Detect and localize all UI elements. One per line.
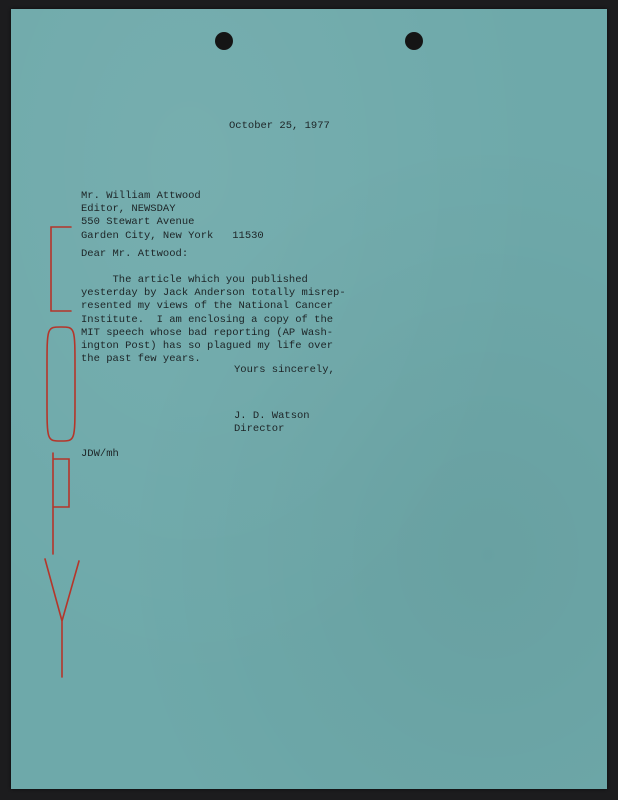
address-line: Editor, NEWSDAY bbox=[81, 203, 176, 216]
salutation: Dear Mr. Attwood: bbox=[81, 248, 189, 260]
copy-stamp-letter-o bbox=[47, 327, 75, 441]
body-line: resented my views of the National Cancer bbox=[81, 300, 334, 313]
body-line: yesterday by Jack Anderson totally misrep- bbox=[81, 287, 346, 300]
address-line: Mr. William Attwood bbox=[81, 190, 201, 202]
signatory-name: J. D. Watson bbox=[234, 410, 310, 422]
address-line: Garden City, New York 11530 bbox=[81, 229, 264, 242]
copy-stamp-letter-y bbox=[45, 559, 79, 677]
copy-stamp-letter-c bbox=[51, 227, 71, 311]
copy-stamp bbox=[41, 209, 81, 679]
body-line: ington Post) has so plagued my life over bbox=[81, 340, 334, 353]
address-line: 550 Stewart Avenue bbox=[81, 216, 195, 229]
body-line: MIT speech whose bad reporting (AP Wash- bbox=[81, 326, 334, 339]
signature-block bbox=[234, 410, 310, 436]
letter-sheet bbox=[11, 9, 607, 789]
punch-hole-right bbox=[405, 32, 423, 50]
body-line: the past few years. bbox=[81, 353, 201, 366]
complimentary-closing: Yours sincerely, bbox=[234, 364, 335, 376]
punch-hole-left bbox=[215, 32, 233, 50]
recipient-address bbox=[81, 190, 264, 243]
signatory-title: Director bbox=[234, 423, 285, 436]
copy-stamp-letter-p bbox=[53, 453, 69, 554]
body-line: The article which you published bbox=[81, 274, 308, 286]
letter-date: October 25, 1977 bbox=[229, 120, 330, 132]
body-line: Institute. I am enclosing a copy of the bbox=[81, 313, 334, 326]
letter-body bbox=[81, 274, 346, 366]
typist-initials: JDW/mh bbox=[81, 448, 119, 460]
